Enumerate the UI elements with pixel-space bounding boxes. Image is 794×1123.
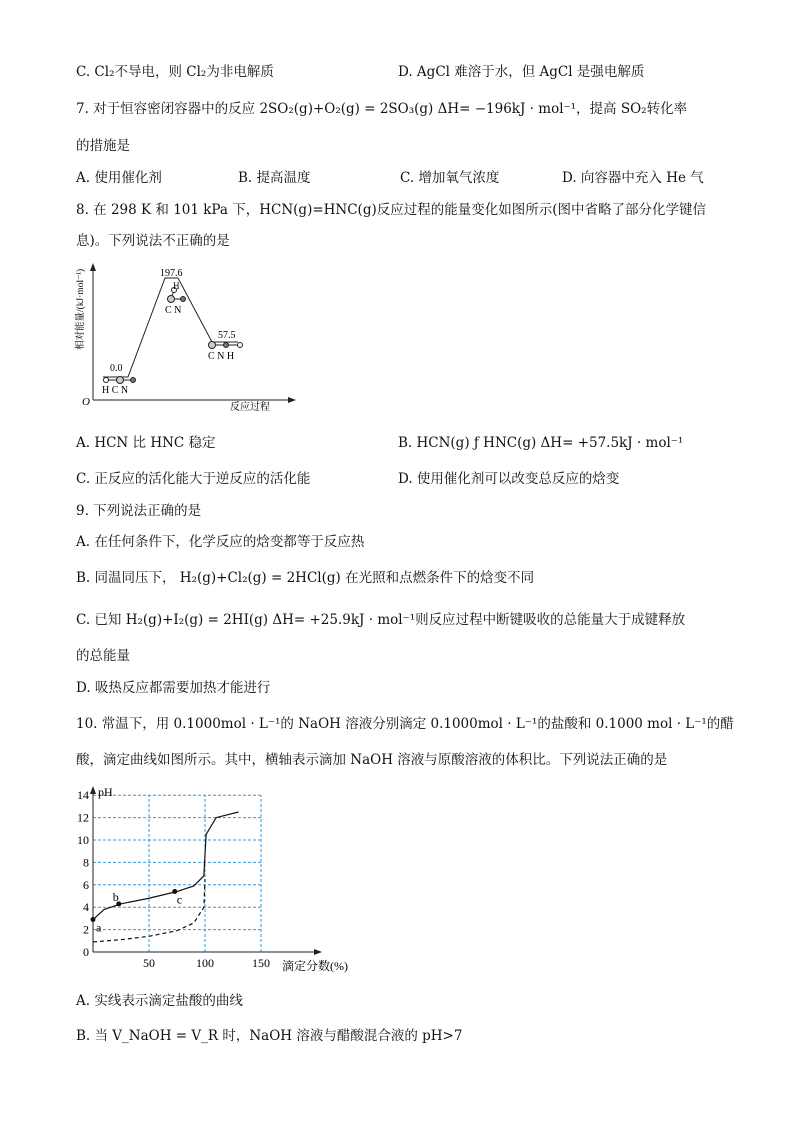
hnc-atoms-label: C N H — [208, 351, 235, 362]
point-a — [91, 917, 96, 922]
y-tick-label: 2 — [83, 922, 89, 937]
point-label-c: c — [176, 892, 183, 907]
q9-option-c-line2: 的总能量 — [76, 648, 130, 664]
chart-x-arrow — [314, 949, 322, 955]
q7-option-c: C. 增加氧气浓度 — [400, 170, 500, 186]
transition-atoms-label: C N — [165, 305, 182, 316]
chart-grid — [93, 795, 263, 952]
energy-level-1-value: 197.6 — [160, 268, 183, 279]
chart-ylabel: pH — [98, 785, 113, 799]
y-tick-label: 0 — [83, 945, 89, 959]
q7-stem-line2: 的措施是 — [76, 138, 130, 154]
y-tick-label: 14 — [77, 788, 89, 803]
q8-stem-line2: 息)。下列说法不正确的是 — [76, 233, 230, 249]
q8-stem-line1: 8. 在 298 K 和 101 kPa 下，HCN(g)=HNC(g)反应过程的能量变化如图所示(图中省略了部分化学键信 — [76, 202, 707, 218]
q10-option-b: B. 当 V_NaOH = V_R 时，NaOH 溶液与醋酸混合液的 pH>7 — [76, 1028, 463, 1044]
y-tick-label: 6 — [83, 877, 89, 892]
hcn-atoms-label: H C N — [102, 385, 129, 396]
y-tick-label: 4 — [83, 900, 89, 915]
q6-option-d: D. AgCl 难溶于水，但 AgCl 是强电解质 — [398, 64, 645, 80]
hnc-molecule — [209, 342, 243, 349]
q10-stem-line1: 10. 常温下，用 0.1000mol · L⁻¹的 NaOH 溶液分别滴定 0.1000mol · L⁻¹的盐酸和 0.1000 mol · L⁻¹的醋 — [76, 716, 734, 732]
q8-option-d: D. 使用催化剂可以改变总反应的焓变 — [398, 471, 620, 487]
q8-option-b: B. HCN(g) ƒ HNC(g) ΔH= +57.5kJ · mol⁻¹ — [398, 435, 684, 451]
transition-top-atom: H — [173, 281, 180, 291]
q9-option-d: D. 吸热反应都需要加热才能进行 — [76, 680, 271, 696]
x-tick-label: 150 — [252, 956, 270, 970]
q7-stem-line1: 7. 对于恒容密闭容器中的反应 2SO₂(g)+O₂(g) = 2SO₃(g) ΔH= −196kJ · mol⁻¹，提高 SO₂转化率 — [76, 101, 688, 117]
energy-level-0-value: 0.0 — [110, 363, 123, 374]
q9-option-b: B. 同温同压下， H₂(g)+Cl₂(g) = 2HCl(g) 在光照和点燃条件下的焓变不同 — [76, 570, 535, 586]
hcn-molecule — [104, 377, 136, 384]
x-tick-label: 100 — [196, 956, 214, 970]
chart-y-arrow — [90, 786, 96, 794]
q8-option-c: C. 正反应的活化能大于逆反应的活化能 — [76, 471, 311, 487]
q8-option-a: A. HCN 比 HNC 稳定 — [76, 435, 216, 451]
y-tick-label: 8 — [83, 855, 89, 870]
q9-option-a: A. 在任何条件下，化学反应的焓变都等于反应热 — [76, 534, 365, 550]
energy-ylabel: 相对能量/(kJ·mol⁻¹) — [76, 268, 86, 350]
chart-xlabel: 滴定分数(%) — [282, 959, 348, 973]
energy-origin: O — [82, 396, 90, 408]
point-label-b: b — [112, 889, 119, 904]
q9-option-c-line1: C. 已知 H₂(g)+I₂(g) = 2HI(g) ΔH= +25.9kJ · mol⁻¹则反应过程中断键吸收的总能量大于成键释放 — [76, 612, 686, 628]
energy-y-arrow — [90, 263, 96, 271]
x-tick-label: 50 — [143, 956, 155, 970]
q7-option-b: B. 提高温度 — [238, 170, 311, 186]
titration-chart — [70, 780, 370, 980]
q6-option-c: C. Cl₂不导电，则 Cl₂为非电解质 — [76, 64, 274, 80]
y-tick-label: 10 — [77, 833, 89, 847]
energy-profile — [103, 278, 238, 377]
point-label-a: a — [96, 920, 102, 935]
energy-x-arrow — [288, 397, 296, 403]
energy-level-2-value: 57.5 — [218, 330, 236, 341]
q7-option-d: D. 向容器中充入 He 气 — [562, 170, 704, 186]
y-tick-label: 12 — [77, 810, 89, 825]
q9-stem: 9. 下列说法正确的是 — [76, 503, 202, 519]
q7-option-a: A. 使用催化剂 — [76, 170, 162, 186]
energy-xlabel: 反应过程 — [230, 402, 270, 413]
q10-option-a: A. 实线表示滴定盐酸的曲线 — [76, 993, 243, 1009]
energy-diagram — [70, 258, 310, 418]
q10-stem-line2: 酸，滴定曲线如图所示。其中，横轴表示滴加 NaOH 溶液与原酸溶液的体积比。下列说法正确的是 — [76, 752, 668, 768]
